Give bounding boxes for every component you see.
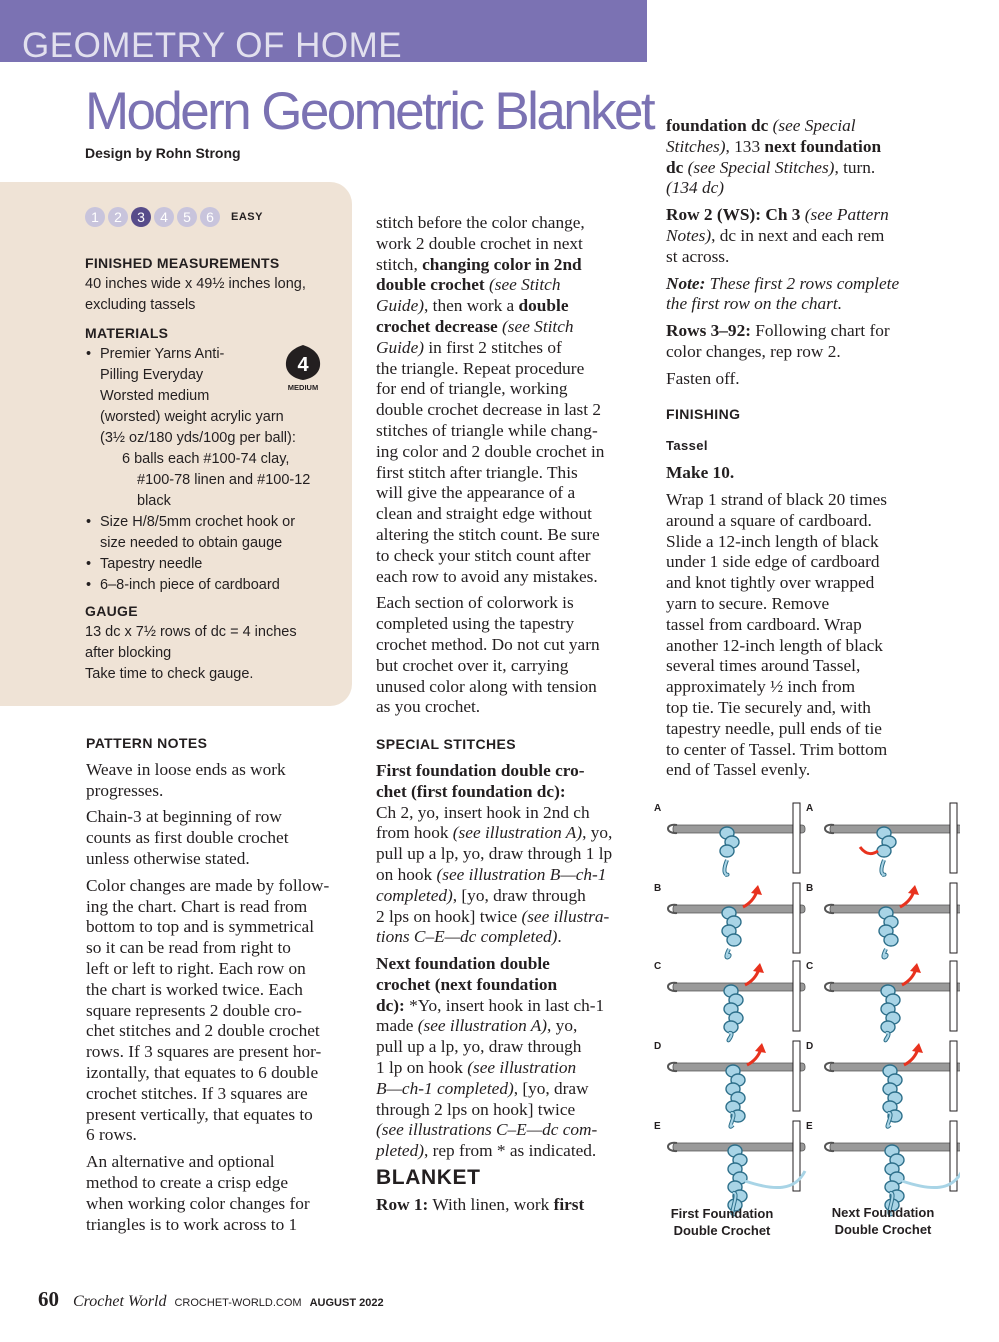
arrowhead xyxy=(910,963,921,973)
step-label: E xyxy=(654,1121,661,1132)
text-line: chet stitches and 2 double crochet xyxy=(86,1021,320,1041)
text-line: st across. xyxy=(666,246,730,266)
arrowhead xyxy=(751,885,762,895)
website: CROCHET-WORLD.COM xyxy=(174,1297,302,1309)
text-line xyxy=(666,274,956,295)
text-line: pull up a lp, yo, draw through xyxy=(376,1037,582,1057)
text-span: . xyxy=(557,927,562,947)
arrowhead xyxy=(753,963,764,973)
text-line: present vertically, that equates to xyxy=(86,1104,313,1124)
text-line: stitches of triangle while chang- xyxy=(376,420,598,440)
text-line: color changes, rep row 2. xyxy=(666,341,841,361)
text-span: foundation dc xyxy=(666,116,769,135)
note-paragraph xyxy=(86,1152,371,1235)
text-span: Guide) xyxy=(376,337,424,357)
page-number: 60 xyxy=(38,1287,59,1311)
yarn-weight-number: 4 xyxy=(297,354,309,376)
hook-handle xyxy=(793,961,800,1031)
text-span: Stitches) xyxy=(666,136,726,156)
text-span: Make 10. xyxy=(666,463,735,483)
text-line: bottom to top and is symmetrical xyxy=(86,917,314,937)
text-line: so it can be read from right to xyxy=(86,938,291,958)
caption-line: Double Crochet xyxy=(673,1223,771,1238)
text-line: Color changes are made by follow- xyxy=(86,875,330,895)
text-span: Note: xyxy=(666,273,706,293)
text-line: 6 rows. xyxy=(86,1125,137,1145)
yarn-line: • Premier Yarns Anti- xyxy=(100,346,225,362)
yarn-loop xyxy=(884,934,898,946)
text-line: several times around Tassel, xyxy=(666,656,861,676)
text-line: unused color along with tension xyxy=(376,676,597,696)
text-span: , turn. xyxy=(834,157,876,177)
step-label: C xyxy=(654,961,662,972)
yarn-color-line: 6 balls each #100-74 clay, xyxy=(122,451,290,467)
hook-handle xyxy=(950,1041,957,1111)
direction-arrow xyxy=(860,847,878,854)
rows-3-92 xyxy=(666,321,956,363)
gauge-line: 13 dc x 7½ rows of dc = 4 inches xyxy=(85,624,297,640)
text-line: izontally, that equates to 6 double xyxy=(86,1062,319,1082)
text-span: Following chart for xyxy=(750,321,890,341)
measurements-line: excluding tassels xyxy=(85,297,196,313)
text-line xyxy=(376,996,651,1017)
crochet-illustrations xyxy=(650,795,960,1240)
skill-dot-5: 5 xyxy=(177,207,197,227)
text-line: clean and straight edge without xyxy=(376,504,592,524)
text-line: pull up a lp, yo, draw through 1 lp xyxy=(376,844,613,864)
text-span: (see Stitch xyxy=(484,275,561,295)
text-line: yarn to secure. Remove xyxy=(666,593,830,613)
text-line: rows. If 3 squares are present hor- xyxy=(86,1042,322,1062)
text-span: (see Stitch xyxy=(497,316,574,336)
yarn-loop xyxy=(720,845,734,857)
text-span: dc xyxy=(666,157,684,177)
measurements-heading: FINISHED MEASUREMENTS xyxy=(85,255,280,271)
text-span: (see illustra- xyxy=(521,906,610,926)
hook-line: • Size H/8/5mm crochet hook or xyxy=(100,514,296,530)
page-title: Modern Geometric Blanket xyxy=(85,82,653,141)
text-span: Rows 3–92: xyxy=(666,321,751,341)
text-span: B—ch-1 completed) xyxy=(376,1078,514,1098)
text-line xyxy=(666,226,956,247)
text-span: changing color in 2nd xyxy=(422,254,582,274)
text-line: (see illustrations C–E—dc com- xyxy=(376,1120,598,1140)
text-span: These first 2 rows complete xyxy=(705,273,900,293)
text-span: stitch, xyxy=(376,254,423,274)
text-line: each row to avoid any mistakes. xyxy=(376,566,598,586)
text-line: double crochet decrease in last 2 xyxy=(376,400,602,420)
text-span: 1 lp on hook xyxy=(376,1058,468,1078)
text-line: method to create a crisp edge xyxy=(86,1172,288,1192)
arrowhead xyxy=(755,1043,766,1053)
materials-item-hook xyxy=(85,512,345,554)
text-span: , [yo, draw xyxy=(513,1078,589,1098)
text-line: the first row on the chart. xyxy=(666,294,843,314)
text-line: square represents 2 double cro- xyxy=(86,1000,302,1020)
crochet-hook xyxy=(673,905,805,913)
skill-dot-1: 1 xyxy=(85,207,105,227)
hook-handle xyxy=(950,961,957,1031)
text-line: progresses. xyxy=(86,780,164,800)
text-span: Guide) xyxy=(376,296,424,316)
text-span: Notes) xyxy=(666,225,712,245)
text-line: to center of Tassel. Trim bottom xyxy=(666,739,888,759)
text-span: Row 1: xyxy=(376,1194,429,1214)
issue-date: AUGUST 2022 xyxy=(309,1297,384,1309)
text-line: Each section of colorwork is xyxy=(376,593,574,613)
text-line xyxy=(666,116,956,137)
text-line: end of Tassel evenly. xyxy=(666,760,811,780)
skill-level xyxy=(85,207,263,227)
text-line xyxy=(376,296,651,317)
text-span: double crochet xyxy=(376,275,485,295)
text-line: another 12-inch length of black xyxy=(666,635,883,655)
skill-dot-6: 6 xyxy=(200,207,220,227)
text-span: crochet decrease xyxy=(376,316,498,336)
text-span: in first 2 stitches of xyxy=(424,337,562,357)
special-stitches-heading: SPECIAL STITCHES xyxy=(376,736,516,753)
yarn-line: Pilling Everyday xyxy=(100,367,204,383)
text-span: next foundation xyxy=(764,136,882,156)
text-line: through 2 lps on hook] twice xyxy=(376,1099,576,1119)
text-span: on hook xyxy=(376,864,437,884)
text-line: ing the chart. Chart is read from xyxy=(86,896,308,916)
text-span: pleted) xyxy=(376,1141,424,1161)
crochet-hook xyxy=(673,983,805,991)
text-line xyxy=(376,865,651,886)
byline: Design by Rohn Strong xyxy=(85,145,241,161)
text-span: first xyxy=(553,1194,585,1214)
edge-method-paragraph xyxy=(376,213,651,587)
caption-line: Next Foundation xyxy=(831,1205,935,1220)
text-span: (see illustration A) xyxy=(417,1016,548,1036)
crochet-hook xyxy=(830,905,960,913)
text-line: triangles is to work across to 1 xyxy=(86,1214,298,1234)
yarn-line: (worsted) weight acrylic yarn xyxy=(100,409,284,425)
first-foundation-caption xyxy=(652,1205,792,1239)
text-line: Next foundation double xyxy=(376,954,550,974)
text-line xyxy=(376,255,651,276)
text-line: for end of triangle, working xyxy=(376,379,568,399)
text-line: and knot tightly over wrapped xyxy=(666,573,875,593)
text-line xyxy=(376,1141,651,1162)
text-span: , yo, xyxy=(547,1016,578,1036)
text-line: Chain-3 at beginning of row xyxy=(86,807,282,827)
text-line: crochet method. Do not cut yarn xyxy=(376,634,600,654)
text-line: completed using the tapestry xyxy=(376,614,575,634)
text-span: (see Special Stitches) xyxy=(683,157,835,177)
caption-line: First Foundation xyxy=(670,1206,774,1221)
text-line xyxy=(376,907,651,928)
text-line: An alternative and optional xyxy=(86,1152,275,1172)
text-line: stitch before the color change, xyxy=(376,213,585,232)
text-span: made xyxy=(376,1016,418,1036)
text-line: unless otherwise stated. xyxy=(86,848,250,868)
skill-dot-2: 2 xyxy=(108,207,128,227)
yarn-line: (3½ oz/180 yds/100g per ball): xyxy=(100,430,296,446)
text-line: crochet (next foundation xyxy=(376,974,558,994)
first-foundation-dc xyxy=(376,761,651,948)
text-span: (see illustration A) xyxy=(452,823,583,843)
step-label: A xyxy=(654,803,662,814)
text-line xyxy=(666,158,956,179)
text-line: crochet stitches. If 3 squares are xyxy=(86,1083,308,1103)
text-span: (see illustration B—ch-1 xyxy=(436,864,607,884)
crochet-hook xyxy=(673,825,805,833)
text-line: left or left to right. Each row on xyxy=(86,958,306,978)
text-span: , yo, xyxy=(582,823,613,843)
finished-measurements xyxy=(85,253,306,316)
skill-label: EASY xyxy=(231,211,263,223)
text-line: Weave in loose ends as work xyxy=(86,759,286,779)
text-line xyxy=(376,1058,651,1079)
measurements-line: 40 inches wide x 49½ inches long, xyxy=(85,276,306,292)
row-1 xyxy=(376,1195,651,1216)
gauge xyxy=(85,601,297,685)
text-line: around a square of cardboard. xyxy=(666,510,872,530)
text-line: when working color changes for xyxy=(86,1193,310,1213)
hook-handle xyxy=(950,883,957,953)
arrowhead xyxy=(908,885,919,895)
fasten-off: Fasten off. xyxy=(666,368,740,388)
hook-line: size needed to obtain gauge xyxy=(100,535,283,551)
text-line: (134 dc) xyxy=(666,178,725,198)
note-paragraph xyxy=(86,760,371,802)
gauge-heading: GAUGE xyxy=(85,603,138,619)
yarn-color-line: black xyxy=(137,493,171,509)
gauge-line: after blocking xyxy=(85,645,172,661)
step-label: E xyxy=(806,1121,813,1132)
text-line xyxy=(376,1079,651,1100)
text-line xyxy=(376,338,651,359)
magazine-name: Crochet World xyxy=(73,1293,167,1310)
text-line: counts as first double crochet xyxy=(86,828,289,848)
text-span: dc): xyxy=(376,995,405,1015)
next-foundation-caption xyxy=(813,1204,953,1238)
section-title: GEOMETRY OF HOME xyxy=(22,26,403,65)
text-span: (see Special xyxy=(768,116,856,135)
column-3 xyxy=(666,116,956,787)
step-label: B xyxy=(806,883,814,894)
text-line: under 1 side edge of cardboard xyxy=(666,552,880,572)
text-line: altering the stitch count. Be sure xyxy=(376,524,600,544)
text-span: *Yo, insert hook in last ch-1 xyxy=(404,995,605,1015)
text-line: will give the appearance of a xyxy=(376,483,576,503)
step-label: B xyxy=(654,883,662,894)
text-line: but crochet over it, carrying xyxy=(376,655,569,675)
text-line: Ch 2, yo, insert hook in 2nd ch xyxy=(376,802,590,822)
text-line: approximately ½ inch from xyxy=(666,677,856,697)
row-1-continued xyxy=(666,116,956,199)
note-paragraph xyxy=(86,876,371,1146)
text-line: tapestry needle, pull ends of tie xyxy=(666,718,882,738)
text-line xyxy=(666,137,956,158)
crochet-hook xyxy=(830,825,960,833)
tassel-heading: Tassel xyxy=(666,438,708,454)
yarn-weight-label: MEDIUM xyxy=(287,383,319,392)
column-2 xyxy=(376,213,651,1222)
make-10 xyxy=(666,463,956,484)
skill-dot-4: 4 xyxy=(154,207,174,227)
yarn-loop xyxy=(727,934,741,946)
text-span: , dc in next and each rem xyxy=(711,225,885,245)
caption-line: Double Crochet xyxy=(834,1222,932,1237)
text-line xyxy=(666,321,956,342)
note-paragraph xyxy=(86,807,371,869)
step-label: D xyxy=(654,1041,662,1052)
pattern-notes-heading: PATTERN NOTES xyxy=(86,735,208,751)
text-span: double xyxy=(518,296,569,316)
text-line: ing color and 2 double crochet in xyxy=(376,441,605,461)
text-line: the chart is worked twice. Each xyxy=(86,979,303,999)
step-label: A xyxy=(806,803,814,814)
arrowhead xyxy=(912,1043,923,1053)
step-label: D xyxy=(806,1041,814,1052)
materials-heading: MATERIALS xyxy=(85,325,169,341)
text-line xyxy=(376,317,651,338)
text-line: as you crochet. xyxy=(376,697,481,717)
hook-handle xyxy=(793,803,800,873)
materials-item-needle: • Tapestry needle xyxy=(85,554,345,575)
text-line: Wrap 1 strand of black 20 times xyxy=(666,489,888,509)
text-line: the triangle. Repeat procedure xyxy=(376,358,585,378)
materials-list xyxy=(85,512,345,596)
text-span: tions C–E—dc completed) xyxy=(376,927,558,947)
hook-handle xyxy=(950,803,957,873)
text-line xyxy=(666,205,956,226)
text-span: completed) xyxy=(376,885,453,905)
step-label: C xyxy=(806,961,814,972)
text-span: (see illustration xyxy=(467,1058,577,1078)
text-line: tassel from cardboard. Wrap xyxy=(666,614,862,634)
text-line xyxy=(376,275,651,296)
text-line: chet (first foundation dc): xyxy=(376,781,566,801)
materials-item-cardboard: • 6–8-inch piece of cardboard xyxy=(85,575,345,596)
pattern-notes xyxy=(86,733,371,1241)
hook-handle xyxy=(793,883,800,953)
text-line xyxy=(376,927,651,948)
yarn-loop xyxy=(877,845,891,857)
text-line: top tie. Tie securely and, with xyxy=(666,697,871,717)
skill-dot-3: 3 xyxy=(131,207,151,227)
hook-handle xyxy=(793,1041,800,1111)
tassel-instructions xyxy=(666,490,956,781)
colorwork-paragraph xyxy=(376,593,651,718)
text-line xyxy=(376,886,651,907)
blanket-heading: BLANKET xyxy=(376,1166,481,1190)
page-footer xyxy=(38,1287,384,1312)
text-span: , 133 xyxy=(725,136,765,156)
text-span: from hook xyxy=(376,823,453,843)
finishing-heading: FINISHING xyxy=(666,405,741,422)
text-span: Row 2 (WS): Ch 3 xyxy=(666,205,801,225)
text-span: , [yo, draw through xyxy=(452,885,586,905)
yarn-weight-icon xyxy=(282,344,324,392)
text-line xyxy=(376,823,651,844)
yarn-line: Worsted medium xyxy=(100,388,210,404)
text-line: Slide a 12-inch length of black xyxy=(666,531,879,551)
text-line: work 2 double crochet in next xyxy=(376,233,583,253)
text-line xyxy=(376,1016,651,1037)
note xyxy=(666,274,956,316)
next-foundation-dc xyxy=(376,954,651,1162)
row-2 xyxy=(666,205,956,267)
section-banner xyxy=(0,0,647,65)
text-span: , rep from * as indicated. xyxy=(423,1141,597,1161)
text-line: first stitch after triangle. This xyxy=(376,462,578,482)
text-span: , then work a xyxy=(424,296,519,316)
text-line: to check your stitch count after xyxy=(376,545,591,565)
gauge-line: Take time to check gauge. xyxy=(85,666,254,682)
yarn-color-line: #100-78 linen and #100-12 xyxy=(137,472,311,488)
text-span: (see Pattern xyxy=(800,205,889,225)
text-line: First foundation double cro- xyxy=(376,760,585,780)
text-span: 2 lps on hook] twice xyxy=(376,906,522,926)
text-span: With linen, work xyxy=(428,1194,554,1214)
